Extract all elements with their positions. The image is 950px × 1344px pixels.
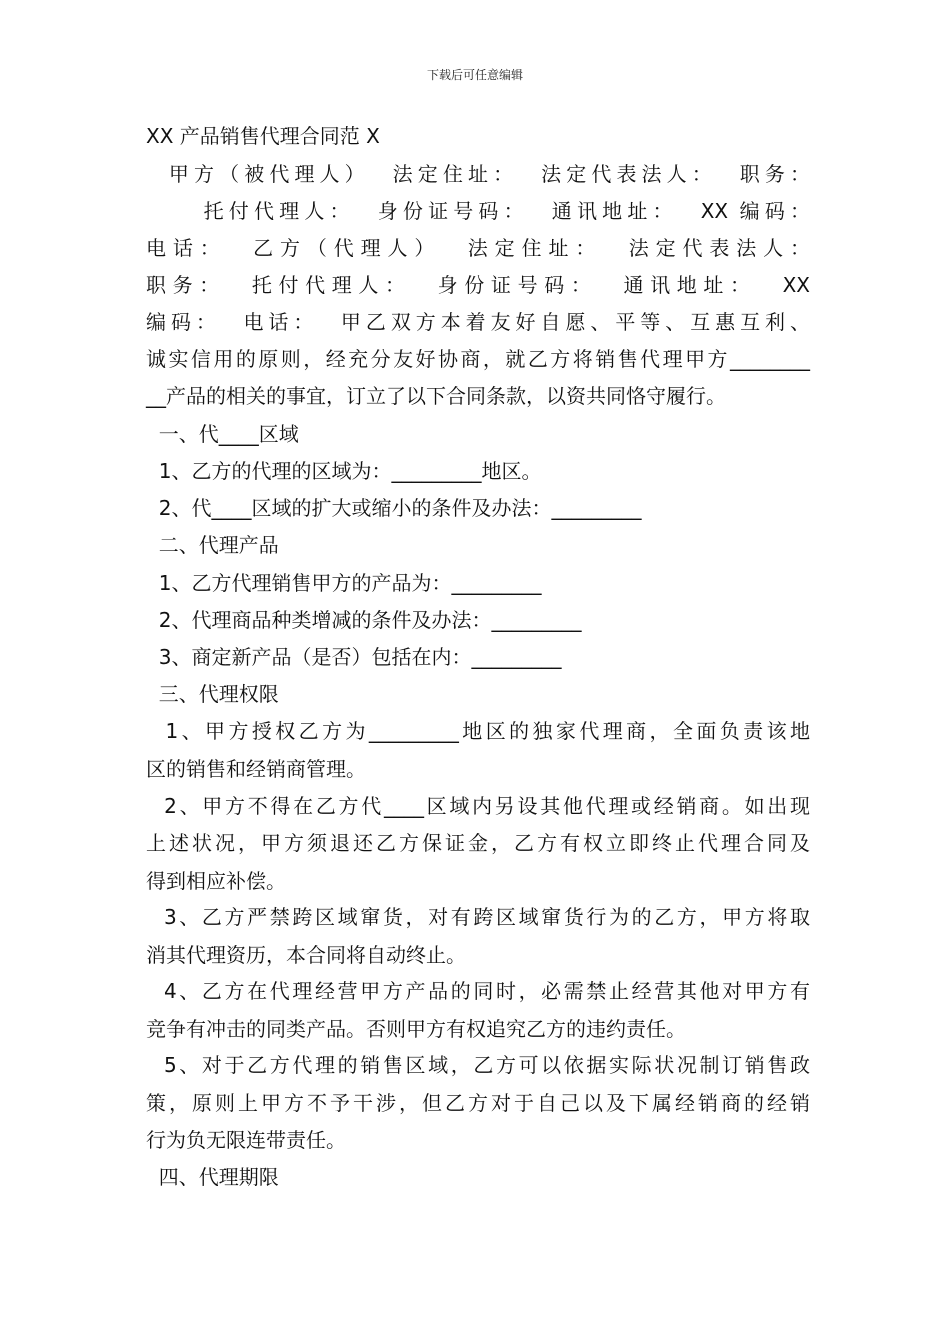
clause-line: 2、甲方不得在乙方代____区域内另设其他代理或经销商。如出现 [146, 794, 810, 818]
text-line: __产品的相关的事宜，订立了以下合同条款，以资共同恪守履行。 [146, 384, 726, 408]
clause-line: 3、商定新产品（是否）包括在内：_________ [146, 645, 562, 669]
text-line: 诚实信用的原则，经充分友好协商，就乙方将销售代理甲方________ [146, 347, 810, 371]
clause-line: 消其代理资历，本合同将自动终止。 [146, 943, 466, 967]
clause-line: 3、乙方严禁跨区域窜货，对有跨区域窜货行为的乙方，甲方将取 [146, 905, 810, 929]
text-line: 电话： 乙方（代理人） 法定住址： 法定代表法人： [146, 236, 810, 260]
clause-line: 策，原则上甲方不予干涉，但乙方对于自己以及下属经销商的经销 [146, 1091, 810, 1115]
clause-line: 得到相应补偿。 [146, 869, 286, 893]
section-heading: 三、代理权限 [146, 682, 279, 706]
clause-line: 1、乙方代理销售甲方的产品为：_________ [146, 571, 542, 595]
section-heading: 一、代____区域 [146, 422, 299, 446]
clause-line: 2、代理商品种类增减的条件及办法：_________ [146, 608, 582, 632]
section-heading: 二、代理产品 [146, 533, 279, 557]
text-line: 甲方（被代理人） 法定住址： 法定代表法人： 职务： [146, 162, 810, 186]
clause-line: 1、乙方的代理的区域为：_________地区。 [146, 459, 542, 483]
clause-line: 竞争有冲击的同类产品。否则甲方有权追究乙方的违约责任。 [146, 1017, 686, 1041]
clause-line: 区的销售和经销商管理。 [146, 757, 366, 781]
text-line: 编码： 电话： 甲乙双方本着友好自愿、平等、互惠互利、 [146, 310, 810, 334]
text-line: 托付代理人： 身份证号码： 通讯地址： XX 编码： [146, 199, 810, 223]
clause-line: 1、甲方授权乙方为_________地区的独家代理商，全面负责该地 [146, 719, 810, 743]
clause-line: 2、代____区域的扩大或缩小的条件及办法：_________ [146, 496, 642, 520]
clause-line: 上述状况，甲方须退还乙方保证金，乙方有权立即终止代理合同及 [146, 831, 810, 855]
header-note: 下载后可任意编辑 [426, 68, 523, 82]
clause-line: 4、乙方在代理经营甲方产品的同时，必需禁止经营其他对甲方有 [146, 979, 810, 1003]
text-line: 职务： 托付代理人： 身份证号码： 通讯地址： XX [146, 273, 810, 297]
section-heading: 四、代理期限 [146, 1165, 279, 1189]
clause-line: 行为负无限连带责任。 [146, 1128, 346, 1152]
clause-line: 5、对于乙方代理的销售区域，乙方可以依据实际状况制订销售政 [146, 1053, 810, 1077]
document-title: XX 产品销售代理合同范 X [146, 124, 380, 148]
